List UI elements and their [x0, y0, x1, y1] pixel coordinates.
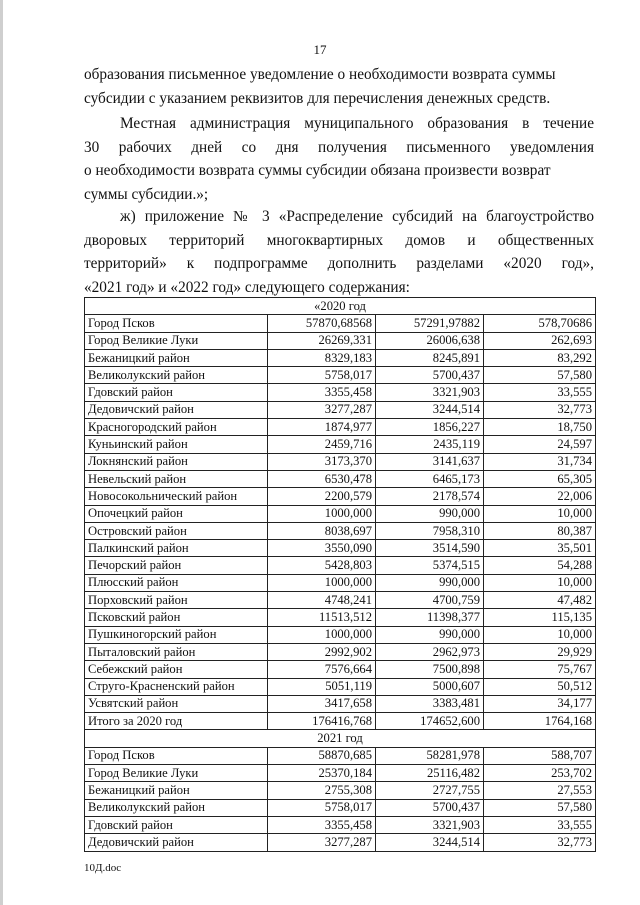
value-cell: 7958,310 [376, 522, 484, 539]
table-row [85, 592, 596, 609]
value-cell: 3141,637 [376, 453, 484, 470]
row-label: Город Великие Луки [85, 332, 268, 349]
table-row [85, 367, 596, 384]
value-cell: 3277,287 [268, 401, 376, 418]
table-row [85, 695, 596, 712]
value-cell: 11398,377 [376, 609, 484, 626]
paragraph-line: 30 рабочих дней со дня получения письменного уведомления [84, 138, 594, 156]
value-cell: 3355,458 [268, 816, 376, 833]
table-row [85, 678, 596, 695]
row-label: Дедовичский район [85, 401, 268, 418]
value-cell: 3550,090 [268, 540, 376, 557]
value-cell: 29,929 [484, 643, 596, 660]
value-cell: 32,773 [484, 401, 596, 418]
value-cell: 990,000 [376, 626, 484, 643]
value-cell: 2178,574 [376, 488, 484, 505]
row-label: Опочецкий район [85, 505, 268, 522]
value-cell: 27,553 [484, 782, 596, 799]
paragraph-line: ж) приложение № 3 «Распределение субсидий на благоустройство [120, 208, 594, 225]
value-cell: 2755,308 [268, 782, 376, 799]
value-cell: 6530,478 [268, 470, 376, 487]
table-section-header [85, 730, 596, 747]
paragraph-line: Местная администрация муниципального образования в течение [120, 115, 594, 132]
value-cell: 1764,168 [484, 713, 596, 730]
value-cell: 26006,638 [376, 332, 484, 349]
row-label: Псковский район [85, 609, 268, 626]
value-cell: 10,000 [484, 574, 596, 591]
value-cell: 33,555 [484, 384, 596, 401]
row-label: Гдовский район [85, 384, 268, 401]
value-cell: 8245,891 [376, 349, 484, 366]
table-row [85, 661, 596, 678]
scan-edge [0, 0, 3, 905]
value-cell: 174652,600 [376, 713, 484, 730]
page-number: 17 [313, 42, 327, 57]
value-cell: 34,177 [484, 695, 596, 712]
value-cell: 2435,119 [376, 436, 484, 453]
value-cell: 990,000 [376, 574, 484, 591]
value-cell: 3321,903 [376, 384, 484, 401]
paragraph-line: образования письменное уведомление о необходимости возврата суммы [84, 66, 556, 83]
row-label: Город Великие Луки [85, 765, 268, 782]
value-cell: 5700,437 [376, 367, 484, 384]
table-row [85, 349, 596, 366]
table-row [85, 522, 596, 539]
value-cell: 1856,227 [376, 419, 484, 436]
table-row [85, 488, 596, 505]
value-cell: 57870,68568 [268, 315, 376, 332]
value-cell: 18,750 [484, 419, 596, 436]
table-row [85, 315, 596, 332]
value-cell: 5374,515 [376, 557, 484, 574]
file-name-footer: 10Д.doc [84, 862, 122, 874]
value-cell: 3277,287 [268, 834, 376, 851]
row-label: Печорский район [85, 557, 268, 574]
value-cell: 32,773 [484, 834, 596, 851]
row-label: Новосокольнический район [85, 488, 268, 505]
value-cell: 58281,978 [376, 747, 484, 764]
value-cell: 253,702 [484, 765, 596, 782]
row-label: Дедовичский район [85, 834, 268, 851]
table-row [85, 609, 596, 626]
table-row [85, 643, 596, 660]
row-label: Город Псков [85, 747, 268, 764]
table-row [85, 332, 596, 349]
paragraph-line: дворовых территорий многоквартирных домов и общественных [84, 231, 594, 249]
table-row [85, 834, 596, 851]
value-cell: 1000,000 [268, 505, 376, 522]
section-title: «2020 год [85, 298, 596, 315]
row-label: Город Псков [85, 315, 268, 332]
value-cell: 5000,607 [376, 678, 484, 695]
value-cell: 176416,768 [268, 713, 376, 730]
table-row [85, 384, 596, 401]
value-cell: 4748,241 [268, 592, 376, 609]
value-cell: 3244,514 [376, 401, 484, 418]
value-cell: 26269,331 [268, 332, 376, 349]
value-cell: 115,135 [484, 609, 596, 626]
table-row [85, 436, 596, 453]
value-cell: 2459,716 [268, 436, 376, 453]
value-cell: 2992,902 [268, 643, 376, 660]
row-label: Пушкиногорский район [85, 626, 268, 643]
value-cell: 1000,000 [268, 626, 376, 643]
value-cell: 33,555 [484, 816, 596, 833]
table-section-header [85, 298, 596, 315]
paragraph-line: «2021 год» и «2022 год» следующего содержания: [84, 278, 410, 296]
table-row [85, 782, 596, 799]
value-cell: 11513,512 [268, 609, 376, 626]
value-cell: 58870,685 [268, 747, 376, 764]
table-row [85, 557, 596, 574]
table-row [85, 747, 596, 764]
paragraph-line: территорий» к подпрограмме дополнить разделами «2020 год», [84, 255, 594, 272]
value-cell: 10,000 [484, 505, 596, 522]
row-label: Бежаницкий район [85, 782, 268, 799]
row-label: Великолукский район [85, 799, 268, 816]
table-row [85, 765, 596, 782]
value-cell: 1874,977 [268, 419, 376, 436]
value-cell: 50,512 [484, 678, 596, 695]
paragraph-1 [84, 63, 594, 110]
value-cell: 5758,017 [268, 799, 376, 816]
row-label: Итого за 2020 год [85, 713, 268, 730]
paragraph-2 [84, 112, 594, 206]
value-cell: 8329,183 [268, 349, 376, 366]
row-label: Плюсский район [85, 574, 268, 591]
row-label: Порховский район [85, 592, 268, 609]
table-row [85, 540, 596, 557]
value-cell: 7500,898 [376, 661, 484, 678]
table-row [85, 505, 596, 522]
value-cell: 25116,482 [376, 765, 484, 782]
row-label: Великолукский район [85, 367, 268, 384]
value-cell: 22,006 [484, 488, 596, 505]
row-label: Пыталовский район [85, 643, 268, 660]
value-cell: 65,305 [484, 470, 596, 487]
table-row [85, 574, 596, 591]
row-label: Красногородский район [85, 419, 268, 436]
value-cell: 8038,697 [268, 522, 376, 539]
row-label: Островский район [85, 522, 268, 539]
paragraph-line: субсидии с указанием реквизитов для перечисления денежных средств. [84, 89, 551, 107]
value-cell: 6465,173 [376, 470, 484, 487]
subsidy-distribution-table [84, 297, 596, 852]
value-cell: 3173,370 [268, 453, 376, 470]
value-cell: 3321,903 [376, 816, 484, 833]
value-cell: 24,597 [484, 436, 596, 453]
row-label: Палкинский район [85, 540, 268, 557]
value-cell: 3383,481 [376, 695, 484, 712]
row-label: Куньинский район [85, 436, 268, 453]
table-row [85, 470, 596, 487]
value-cell: 4700,759 [376, 592, 484, 609]
value-cell: 54,288 [484, 557, 596, 574]
row-label: Себежский район [85, 661, 268, 678]
row-label: Невельский район [85, 470, 268, 487]
value-cell: 3514,590 [376, 540, 484, 557]
table-body [85, 298, 596, 852]
value-cell: 990,000 [376, 505, 484, 522]
value-cell: 578,70686 [484, 315, 596, 332]
value-cell: 31,734 [484, 453, 596, 470]
row-label: Локнянский район [85, 453, 268, 470]
table-row [85, 401, 596, 418]
table-row [85, 626, 596, 643]
paragraph-line: о необходимости возврата суммы субсидии обязана произвести возврат [84, 162, 551, 179]
value-cell: 83,292 [484, 349, 596, 366]
value-cell: 1000,000 [268, 574, 376, 591]
paragraph-3 [84, 205, 594, 299]
value-cell: 35,501 [484, 540, 596, 557]
row-label: Усвятский район [85, 695, 268, 712]
table-row [85, 713, 596, 730]
value-cell: 5700,437 [376, 799, 484, 816]
value-cell: 2962,973 [376, 643, 484, 660]
value-cell: 57,580 [484, 367, 596, 384]
value-cell: 57,580 [484, 799, 596, 816]
value-cell: 75,767 [484, 661, 596, 678]
value-cell: 2727,755 [376, 782, 484, 799]
table-row [85, 453, 596, 470]
value-cell: 588,707 [484, 747, 596, 764]
value-cell: 25370,184 [268, 765, 376, 782]
row-label: Гдовский район [85, 816, 268, 833]
value-cell: 5428,803 [268, 557, 376, 574]
value-cell: 5051,119 [268, 678, 376, 695]
paragraph-line: суммы субсидии.»; [84, 185, 209, 203]
value-cell: 7576,664 [268, 661, 376, 678]
value-cell: 3244,514 [376, 834, 484, 851]
value-cell: 2200,579 [268, 488, 376, 505]
value-cell: 57291,97882 [376, 315, 484, 332]
value-cell: 262,693 [484, 332, 596, 349]
row-label: Бежаницкий район [85, 349, 268, 366]
value-cell: 5758,017 [268, 367, 376, 384]
value-cell: 10,000 [484, 626, 596, 643]
table-row [85, 799, 596, 816]
table-row [85, 816, 596, 833]
table-row [85, 419, 596, 436]
value-cell: 80,387 [484, 522, 596, 539]
value-cell: 3417,658 [268, 695, 376, 712]
section-title: 2021 год [85, 730, 596, 747]
value-cell: 47,482 [484, 592, 596, 609]
row-label: Струго-Красненский район [85, 678, 268, 695]
value-cell: 3355,458 [268, 384, 376, 401]
